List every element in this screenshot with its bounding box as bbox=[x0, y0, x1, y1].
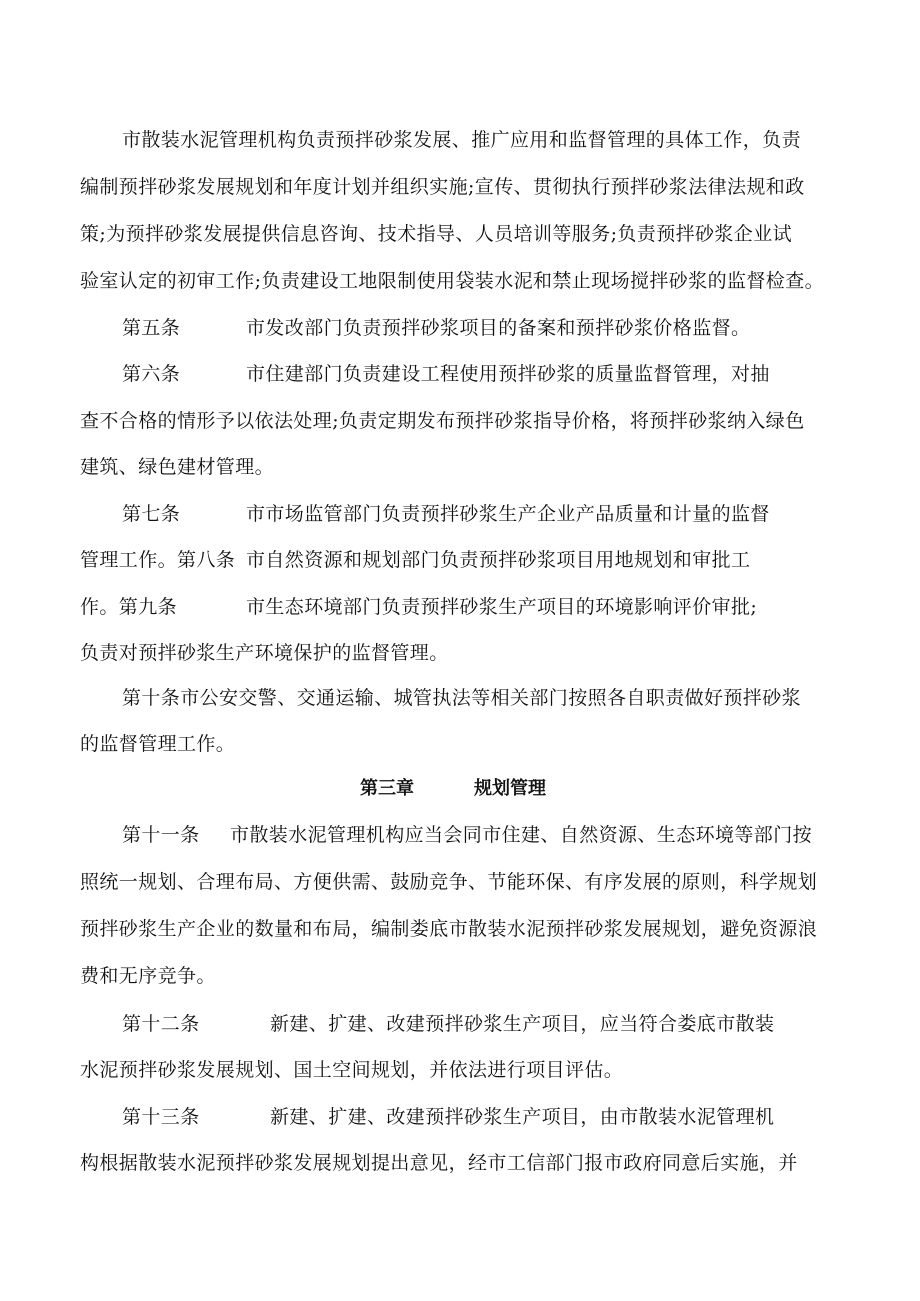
article-label: 第十三条 bbox=[122, 1106, 200, 1128]
article-label: 第六条 bbox=[122, 363, 181, 385]
article-label: 第五条 bbox=[122, 317, 181, 339]
article-label: 第十二条 bbox=[122, 1013, 200, 1035]
article-label: 第七条 bbox=[122, 503, 181, 525]
article-label: 第十一条 bbox=[122, 824, 200, 846]
chapter-title: 规划管理 bbox=[474, 778, 546, 799]
chapter-heading bbox=[0, 777, 920, 801]
chapter-number: 第三章 bbox=[360, 778, 414, 799]
